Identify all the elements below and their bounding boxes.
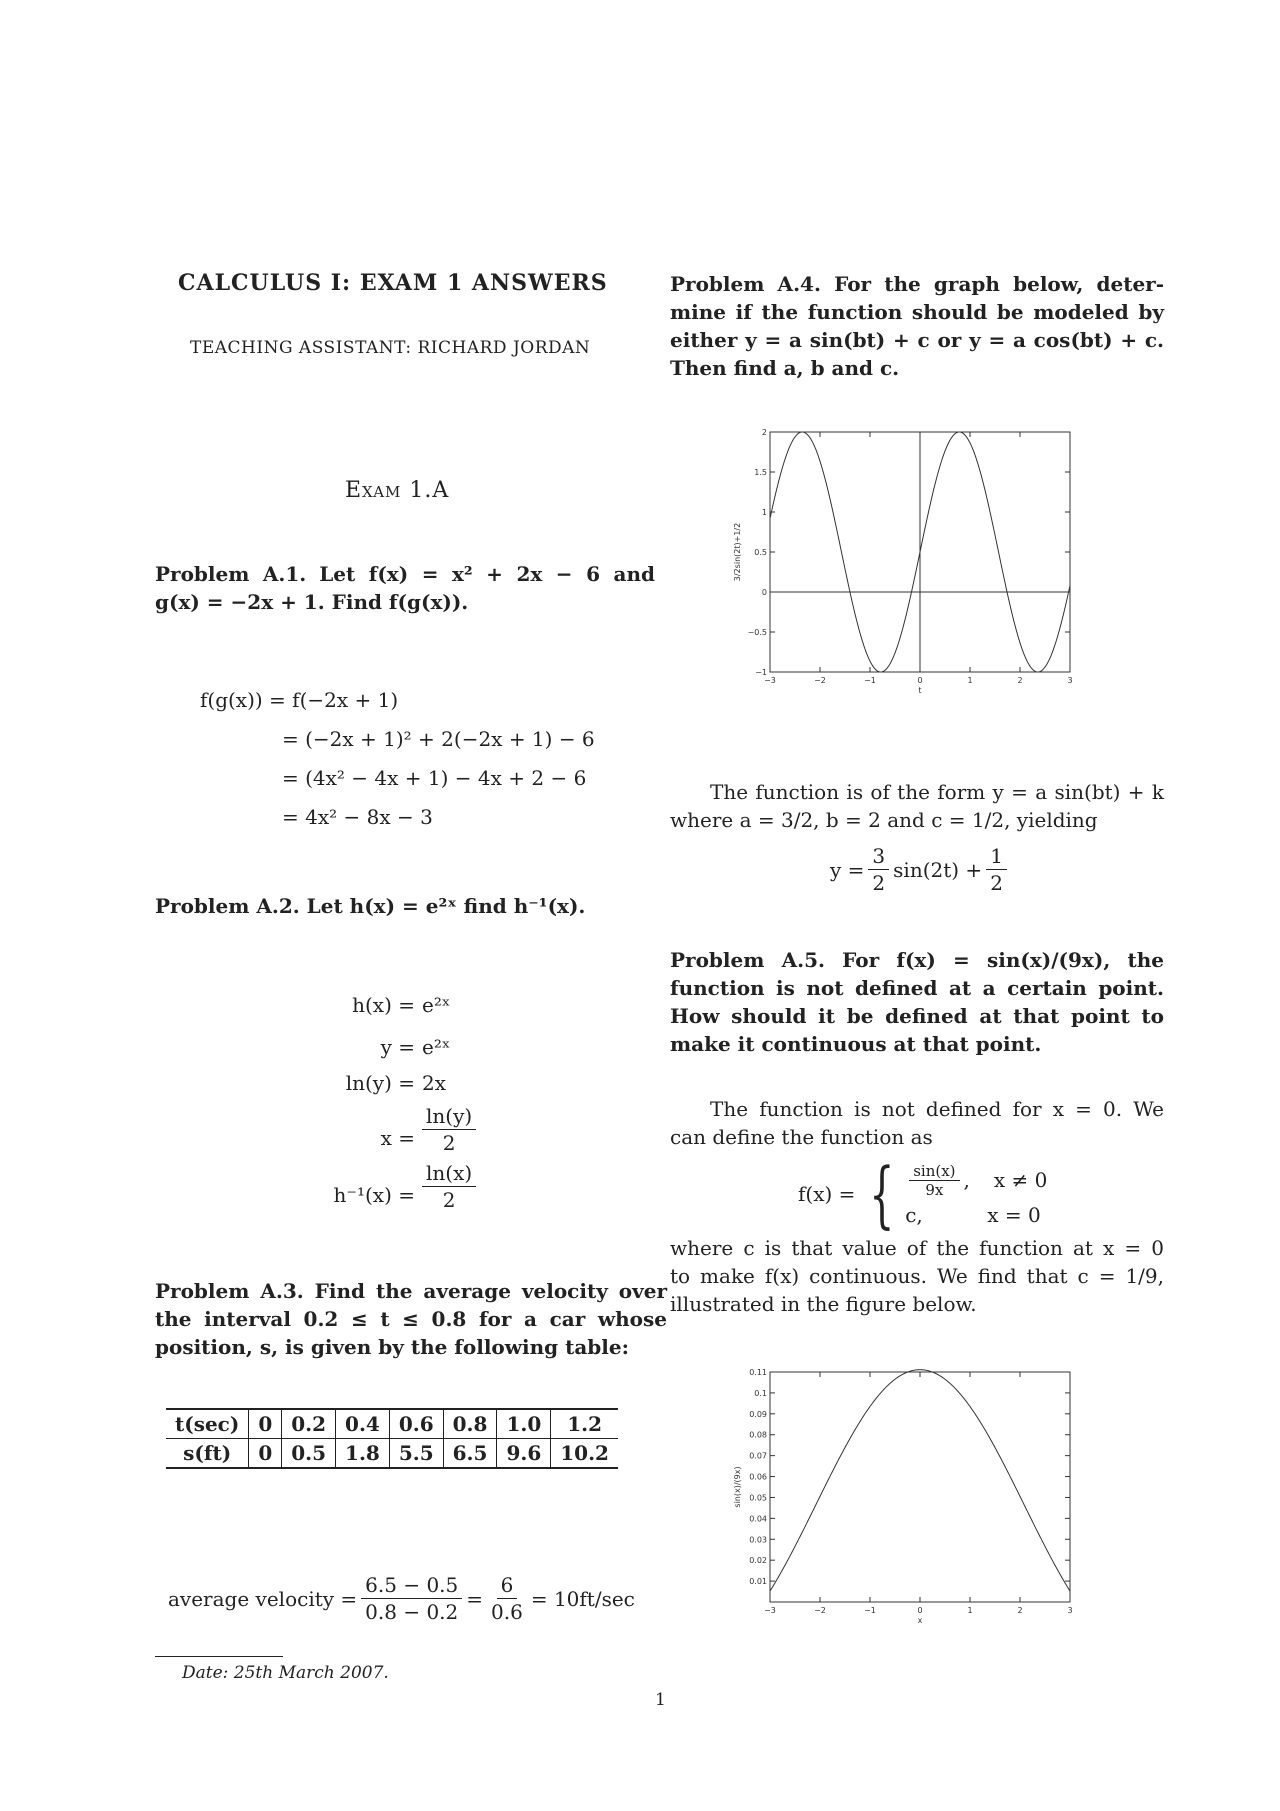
page-number: 1 (655, 1690, 666, 1710)
a2-lhs-3: ln(y) = (345, 1071, 415, 1095)
brace-icon: { (869, 1152, 895, 1236)
table-cell: 0.8 (443, 1409, 497, 1439)
a2-rhs-2: e²ˣ (422, 1035, 451, 1059)
x-tick-label: −3 (764, 1606, 776, 1615)
table-row (166, 1439, 618, 1469)
a2-frac1-num: ln(y) (422, 1103, 476, 1130)
y-axis-label: 3/2sin(2t)+1/2 (733, 522, 742, 582)
table-row-header: t(sec) (166, 1409, 249, 1439)
y-tick-label: 1.5 (754, 468, 767, 477)
a4-line-4: Then find a, b and c. (670, 356, 900, 380)
a2-frac1-den: 2 (442, 1131, 456, 1155)
x-tick-label: 2 (1017, 676, 1023, 685)
footnote-rule (155, 1656, 283, 1657)
a1-step-3: = (4x² − 4x + 1) − 4x + 2 − 6 (282, 766, 587, 790)
problem-a1-line2: g(x) = −2x + 1. Find f(g(x)). (155, 590, 469, 614)
x-tick-label: 2 (1017, 1606, 1023, 1615)
footnote-date: Date: 25th March 2007. (182, 1663, 389, 1683)
y-tick-label: 0.07 (749, 1451, 767, 1461)
table-cell: 0 (249, 1439, 282, 1469)
y-tick-label: 0.1 (754, 1388, 767, 1398)
a5-after-3: illustrated in the figure below. (670, 1292, 977, 1316)
avg-label: average velocity = (168, 1586, 358, 1611)
x-axis-label: t (918, 686, 922, 695)
a5-line-3: How should it be defined at that point to (670, 1004, 1164, 1028)
a2-lhs-4: x = (380, 1126, 415, 1150)
avg-frac2-den: 0.6 (491, 1600, 523, 1624)
avg-frac1-den: 0.8 − 0.2 (365, 1600, 459, 1624)
a2-lhs-5: h⁻¹(x) = (333, 1183, 415, 1207)
a5-line-4: make it continuous at that point. (670, 1032, 1042, 1056)
y-tick-label: −1 (755, 668, 767, 677)
a5-after-1: where c is that value of the function at x = 0 (670, 1236, 1164, 1260)
velocity-table (166, 1408, 618, 1469)
x-tick-label: −1 (864, 676, 876, 685)
a5-line-2: function is not defined at a certain point. (670, 976, 1164, 1000)
plot-frame (770, 1372, 1070, 1602)
x-tick-label: 3 (1067, 676, 1073, 685)
a4-result-lhs: y = (830, 857, 865, 882)
x-tick-label: −1 (864, 1606, 876, 1615)
chart-sinc (725, 1360, 1125, 1630)
a3-line-3: position, s, is given by the following table: (155, 1335, 629, 1359)
problem-a1-prompt (155, 560, 655, 616)
a1-step-2: = (−2x + 1)² + 2(−2x + 1) − 6 (282, 727, 595, 751)
table-cell: 1.8 (336, 1439, 390, 1469)
series-line (770, 1370, 1070, 1591)
x-tick-label: −2 (814, 676, 826, 685)
a4-result-f1-den: 2 (872, 871, 886, 895)
y-tick-label: 0.02 (749, 1556, 767, 1566)
y-tick-label: 0.04 (749, 1514, 767, 1524)
table-cell: 10.2 (551, 1439, 618, 1469)
y-tick-label: 0.09 (749, 1409, 767, 1419)
x-tick-label: 3 (1067, 1606, 1073, 1615)
x-tick-label: 1 (967, 1606, 973, 1615)
piece1-cond: x ≠ 0 (993, 1168, 1048, 1192)
a5-line-1: Problem A.5. For f(x) = sin(x)/(9x), the (670, 948, 1164, 972)
a5-piecewise: f(x) = { $\frac{\sin(x)}{9x}$ , x ≠ 0 c, x = 0 (798, 1152, 1048, 1236)
a5-answer-2: can define the function as (670, 1125, 933, 1149)
y-tick-label: 0.05 (749, 1493, 767, 1503)
teaching-assistant: TEACHING ASSISTANT: RICHARD JORDAN (190, 338, 591, 358)
problem-a5-prompt (670, 946, 1164, 1058)
y-tick-label: 0 (761, 588, 767, 597)
a4-result-mid: sin(2t) + (893, 857, 983, 882)
y-tick-label: −0.5 (747, 628, 767, 637)
average-velocity-equation: average velocity = $\frac{6.5 - 0.5}{0.8 - 0.2}$ = $\frac{6}{0.6}$ = 10ft/sec (168, 1573, 635, 1624)
table-cell: 1.2 (551, 1409, 618, 1439)
piece-lhs: f(x) = (798, 1182, 856, 1206)
a3-line-2: the interval 0.2 ≤ t ≤ 0.8 for a car whose (155, 1307, 667, 1331)
table-cell: 0.4 (336, 1409, 390, 1439)
a5-answer (670, 1095, 1164, 1151)
avg-frac1-num: 6.5 − 0.5 (361, 1572, 462, 1599)
y-axis-label: sin(x)/(9x) (733, 1466, 742, 1508)
table-cell: 1.0 (497, 1409, 551, 1439)
a4-answer-1: The function is of the form y = a sin(bt) + k (710, 780, 1164, 804)
a3-line-1: Problem A.3. Find the average velocity over (155, 1279, 667, 1303)
a2-frac2-den: 2 (442, 1188, 456, 1212)
a4-line-1: Problem A.4. For the graph below, deter- (670, 272, 1164, 296)
piece2-cond: x = 0 (987, 1202, 1041, 1227)
y-tick-label: 0.06 (749, 1472, 767, 1482)
chart-sine (725, 420, 1125, 695)
table-cell: 0.6 (389, 1409, 443, 1439)
y-tick-label: 0.11 (749, 1368, 767, 1377)
a4-line-3: either y = a sin(bt) + c or y = a cos(bt) + c. (670, 328, 1164, 352)
x-tick-label: 0 (917, 676, 923, 685)
x-tick-label: 0 (917, 1606, 923, 1615)
a2-lhs-2: y = (380, 1035, 415, 1059)
piece1-den: 9x (925, 1180, 944, 1199)
x-axis-label: x (917, 1616, 923, 1625)
problem-a2-prompt: Problem A.2. Let h(x) = e²ˣ find h⁻¹(x). (155, 894, 586, 918)
problem-a1-line1: Let f(x) = x² + 2x − 6 and (319, 562, 655, 586)
table-cell: 0.5 (282, 1439, 336, 1469)
table-row (166, 1409, 618, 1439)
exam-heading: Exam 1.A (345, 478, 450, 503)
a5-conclusion (670, 1234, 1164, 1318)
page-title: CALCULUS I: EXAM 1 ANSWERS (178, 270, 608, 296)
a4-result-f2-num: 1 (986, 843, 1007, 870)
avg-frac2-num: 6 (497, 1572, 518, 1599)
x-tick-label: −3 (764, 676, 776, 685)
table-cell: 5.5 (389, 1439, 443, 1469)
a2-lhs-1: h(x) = (352, 993, 415, 1017)
table-cell: 0 (249, 1409, 282, 1439)
table-cell: 6.5 (443, 1439, 497, 1469)
table-row-header: s(ft) (166, 1439, 249, 1469)
a4-answer-2: where a = 3/2, b = 2 and c = 1/2, yielding (670, 808, 1098, 832)
a4-result (830, 843, 1011, 896)
a2-rhs-1: e²ˣ (422, 993, 451, 1017)
x-tick-label: 1 (967, 676, 973, 685)
y-tick-label: 0.03 (749, 1535, 767, 1545)
table-cell: 9.6 (497, 1439, 551, 1469)
a5-after-2: to make f(x) continuous. We find that c = 1/9, (670, 1264, 1164, 1288)
a5-answer-1: The function is not defined for x = 0. We (710, 1097, 1164, 1121)
a2-rhs-3: 2x (422, 1071, 447, 1095)
problem-a1-label: Problem A.1. (155, 562, 307, 586)
y-tick-label: 0.08 (749, 1430, 767, 1440)
a1-step-1: f(g(x)) = f(−2x + 1) (200, 688, 399, 712)
a2-frac-1 (418, 1103, 480, 1156)
avg-result: = 10ft/sec (530, 1586, 635, 1611)
x-tick-label: −2 (814, 1606, 826, 1615)
table-cell: 0.2 (282, 1409, 336, 1439)
piece1-num: sin(x) (909, 1162, 959, 1181)
a4-answer (670, 778, 1164, 834)
a4-line-2: mine if the function should be modeled by (670, 300, 1164, 324)
problem-a4-prompt (670, 270, 1164, 382)
y-tick-label: 0.01 (749, 1577, 767, 1587)
a1-step-4: = 4x² − 8x − 3 (282, 805, 433, 829)
y-tick-label: 1 (761, 508, 767, 517)
y-tick-label: 0.5 (754, 548, 767, 557)
problem-a3-prompt (155, 1277, 667, 1361)
piece2-val: c, (905, 1202, 923, 1227)
a4-result-f1-num: 3 (868, 843, 889, 870)
a4-result-f2-den: 2 (990, 871, 1003, 895)
a2-frac-2 (418, 1160, 480, 1213)
a2-frac2-num: ln(x) (422, 1160, 476, 1187)
y-tick-label: 2 (761, 428, 767, 437)
